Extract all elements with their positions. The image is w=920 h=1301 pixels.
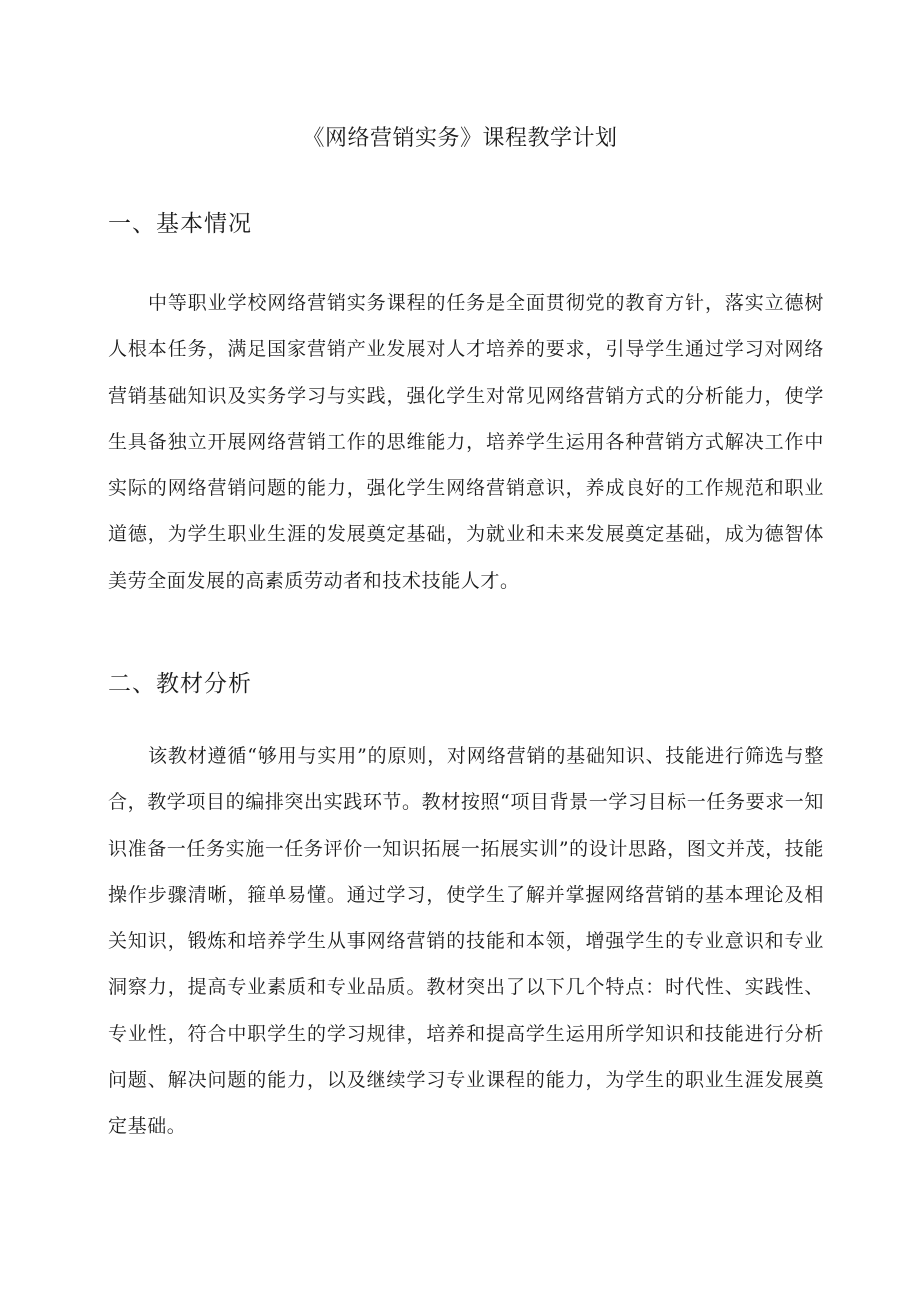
section-heading-textbook-analysis: 二、教材分析 (108, 671, 252, 697)
section-heading-basic-info: 一、基本情况 (108, 211, 252, 237)
section-paragraph-textbook-analysis: 该教材遵循“够用与实用”的原则，对网络营销的基础知识、技能进行筛选与整合，教学项目的编排突出实践环节。教材按照“项目背景一学习目标一任务要求一知识准备一任务实施一任务评价一知识拓展一拓展实训”的设计思路，图文并茂，技能操作步骤清晰，箍单易懂。通过学习，使学生了解并掌握网络营销的基本理论及相关知识，锻炼和培养学生从事网络营销的技能和本领，增强学生的专业意识和专业洞察力，提高专业素质和专业品质。教材突出了以下几个特点：时代性、实践性、专业性，符合中职学生的学习规律，培养和提高学生运用所学知识和技能进行分析问题、解决问题的能力，以及继续学习专业课程的能力，为学生的职业生涯发展奠定基础。 (108, 745, 824, 1138)
document-title: 《网络营销实务》课程教学计划 (302, 126, 618, 151)
section-paragraph-basic-info: 中等职业学校网络营销实务课程的任务是全面贯彻党的教育方针，落实立德树人根本任务，满足国家营销产业发展对人才培养的要求，引导学生通过学习对网络营销基础知识及实务学习与实践，强化学生对常见网络营销方式的分析能力，使学生具备独立开展网络营销工作的思维能力，培养学生运用各种营销方式解决工作中实际的网络营销问题的能力，强化学生网络营销意识，养成良好的工作规范和职业道德，为学生职业生涯的发展奠定基础，为就业和未来发展奠定基础，成为德智体美劳全面发展的高素质劳动者和技术技能人才。 (108, 292, 824, 592)
